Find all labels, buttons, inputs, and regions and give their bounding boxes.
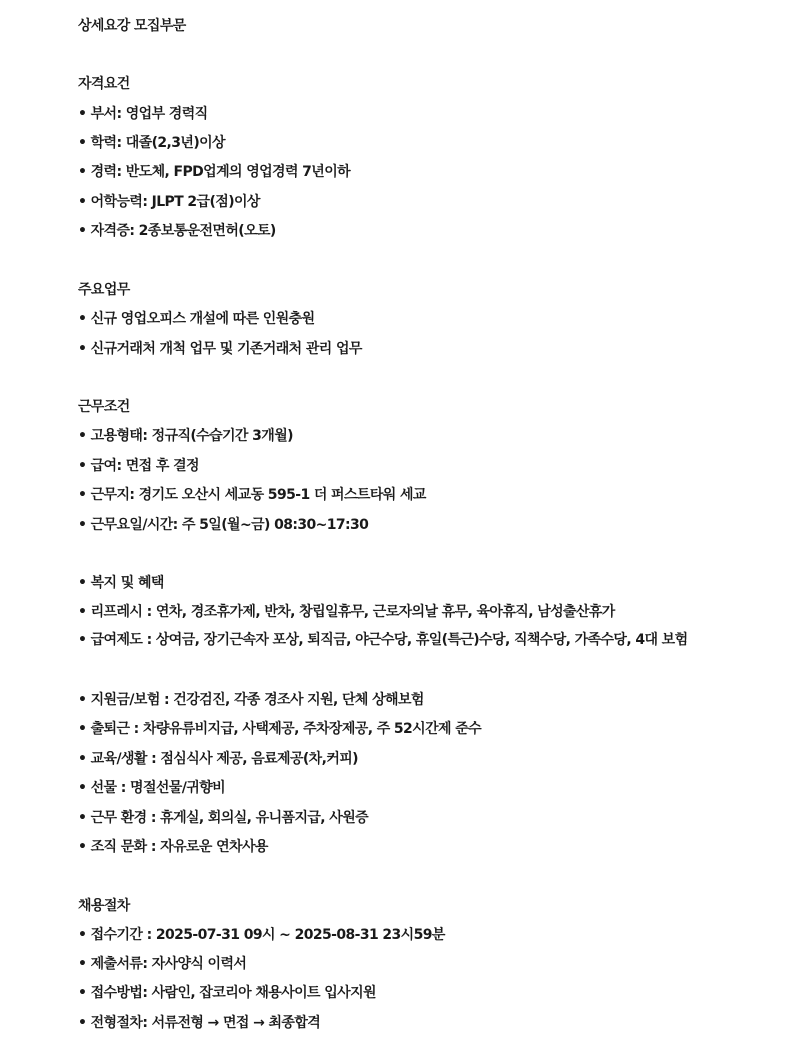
list-item: • 급여제도 : 상여금, 장기근속자 포상, 퇴직금, 야근수당, 휴일(특근)수당, 직책수당, 가족수당, 4대 보험	[78, 632, 688, 648]
list-item: • 학력: 대졸(2,3년)이상	[78, 135, 225, 151]
section-heading-benefits: • 복지 및 혜택	[78, 575, 164, 591]
list-item: • 급여: 면접 후 결정	[78, 458, 199, 474]
list-item: • 리프레시 : 연차, 경조휴가제, 반차, 창립일휴무, 근로자의날 휴무, 육아휴직, 남성출산휴가	[78, 604, 615, 620]
list-item: • 제출서류: 자사양식 이력서	[78, 956, 247, 972]
section-heading-process: 채용절차	[78, 898, 130, 914]
list-item: • 경력: 반도체, FPD업계의 영업경력 7년이하	[78, 164, 351, 180]
list-item: • 전형절차: 서류전형 → 면접 → 최종합격	[78, 1015, 321, 1031]
list-item: • 조직 문화 : 자유로운 연차사용	[78, 839, 268, 855]
list-item: • 근무요일/시간: 주 5일(월~금) 08:30~17:30	[78, 517, 369, 533]
list-item: • 근무 환경 : 휴게실, 회의실, 유니폼지급, 사원증	[78, 810, 369, 826]
list-item: • 선물 : 명절선물/귀향비	[78, 780, 225, 796]
list-item: • 접수방법: 사람인, 잡코리아 채용사이트 입사지원	[78, 985, 376, 1001]
list-item: • 부서: 영업부 경력직	[78, 106, 208, 122]
list-item: • 교육/생활 : 점심식사 제공, 음료제공(차,커피)	[78, 751, 358, 767]
list-item: • 자격증: 2종보통운전면허(오토)	[78, 223, 276, 239]
list-item: • 신규 영업오피스 개설에 따른 인원충원	[78, 311, 315, 327]
section-heading-duties: 주요업무	[78, 282, 130, 298]
page-title: 상세요강 모집부문	[78, 18, 186, 34]
list-item: • 근무지: 경기도 오산시 세교동 595-1 더 퍼스트타워 세교	[78, 487, 426, 503]
list-item: • 지원금/보험 : 건강검진, 각종 경조사 지원, 단체 상해보험	[78, 692, 424, 708]
section-heading-qualification: 자격요건	[78, 76, 130, 92]
list-item: • 접수기간 : 2025-07-31 09시 ~ 2025-08-31 23시59분	[78, 927, 445, 943]
list-item: • 신규거래처 개척 업무 및 기존거래처 관리 업무	[78, 341, 362, 357]
section-heading-conditions: 근무조건	[78, 399, 130, 415]
list-item: • 출퇴근 : 차량유류비지급, 사택제공, 주차장제공, 주 52시간제 준수	[78, 721, 482, 737]
list-item: • 어학능력: JLPT 2급(점)이상	[78, 194, 260, 210]
list-item: • 고용형태: 정규직(수습기간 3개월)	[78, 428, 293, 444]
